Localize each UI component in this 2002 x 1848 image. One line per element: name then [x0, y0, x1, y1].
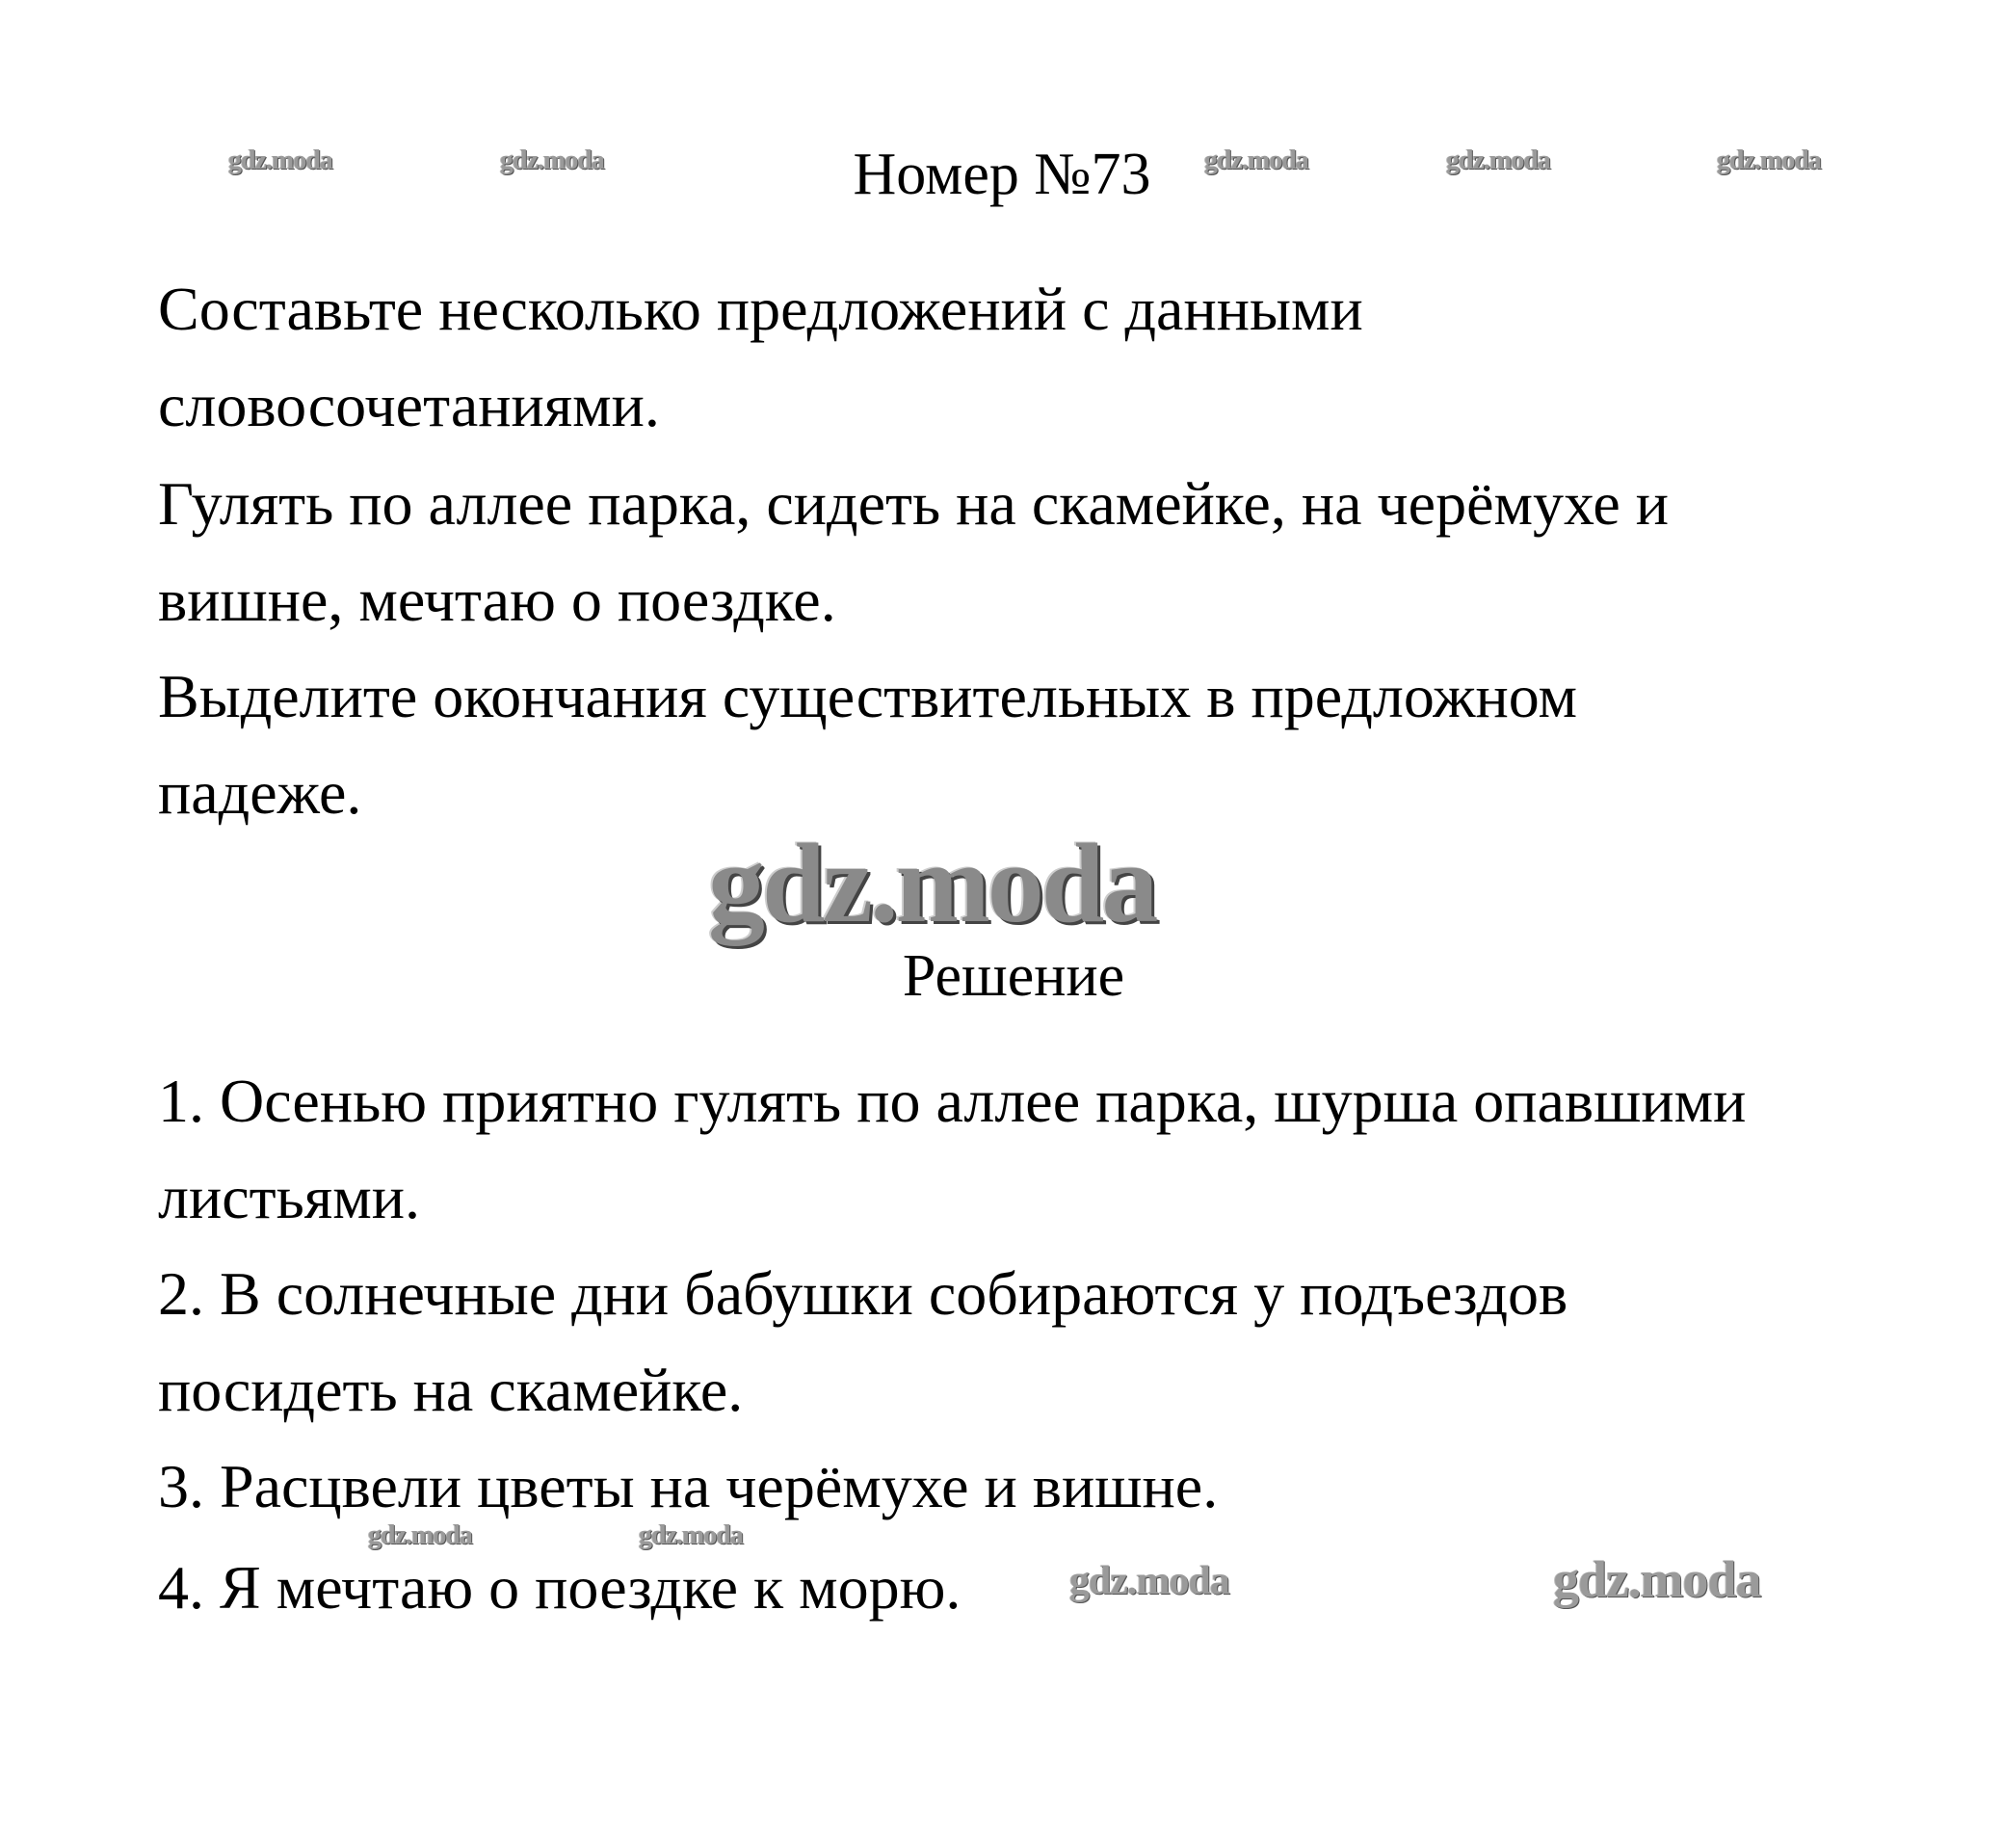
watermark-large: gdz.moda: [708, 820, 1156, 946]
page-title: Номер №73: [853, 142, 1151, 207]
task-line: вишне, мечтаю о поездке.: [158, 566, 836, 634]
answer-line: листьями.: [158, 1163, 420, 1231]
answer-line: 3. Расцвели цветы на черёмухе и вишне.: [158, 1452, 1219, 1520]
watermark: gdz.moda: [639, 1520, 743, 1550]
task-line: словосочетаниями.: [158, 371, 660, 439]
solution-heading: Решение: [902, 943, 1125, 1009]
task-line: Составьте несколько предложений с данными: [158, 275, 1363, 343]
watermark: gdz.moda: [500, 145, 604, 175]
task-line: Выделите окончания существительных в предложном: [158, 662, 1577, 730]
answer-line: посидеть на скамейке.: [158, 1356, 744, 1424]
watermark: gdz.moda: [1446, 145, 1550, 175]
watermark: gdz.moda: [1553, 1550, 1761, 1608]
watermark: gdz.moda: [1717, 145, 1821, 175]
answer-line: 1. Осенью приятно гулять по аллее парка, шурша опавшими: [158, 1067, 1747, 1135]
watermark: gdz.moda: [368, 1520, 472, 1550]
watermark: gdz.moda: [228, 145, 332, 175]
watermark: gdz.moda: [1204, 145, 1308, 175]
answer-line: 2. В солнечные дни бабушки собираются у подъездов: [158, 1259, 1568, 1328]
task-line: Гулять по аллее парка, сидеть на скамейке, на черёмухе и: [158, 469, 1670, 538]
task-line: падеже.: [158, 758, 362, 827]
watermark: gdz.moda: [1069, 1559, 1229, 1603]
answer-line: 4. Я мечтаю о поездке к морю.: [158, 1553, 961, 1622]
